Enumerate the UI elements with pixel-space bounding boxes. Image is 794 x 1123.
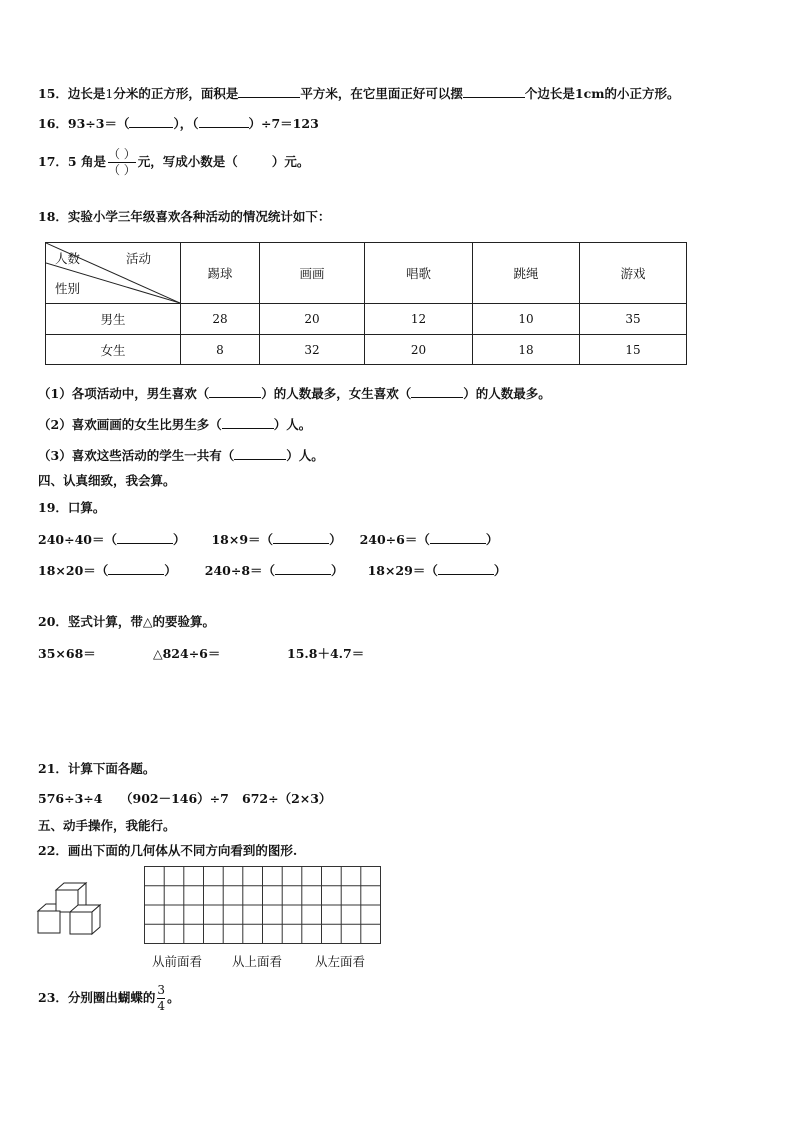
fraction-denominator: （ ） <box>107 163 136 177</box>
expression: 240÷6＝（ <box>359 532 430 547</box>
calc-expression: 576÷3÷4 <box>38 791 103 806</box>
answer-blank[interactable] <box>411 385 463 398</box>
fraction-blank[interactable] <box>108 148 136 177</box>
question-number: 22． <box>38 843 68 858</box>
text: 1 <box>105 86 114 101</box>
answer-blank[interactable] <box>275 562 331 575</box>
text: 。 <box>167 990 180 1005</box>
question-21-title <box>38 761 155 777</box>
question-18-sub-3 <box>38 447 324 464</box>
answer-blank[interactable] <box>273 531 329 544</box>
text: 个边长是 <box>524 86 575 101</box>
vertical-calc-expression: △824÷6＝ <box>153 646 221 661</box>
table-cell: 28 <box>181 304 260 335</box>
text: 的小正方形。 <box>604 86 680 101</box>
table-cell: 15 <box>580 335 687 365</box>
text: ）人。 <box>286 448 324 463</box>
text: 计算下面各题。 <box>67 761 156 776</box>
fraction-numerator: （ ） <box>107 147 136 161</box>
fraction-denominator: 4 <box>157 999 166 1013</box>
fraction-numerator: 3 <box>157 983 166 997</box>
text: 口算。 <box>67 500 106 515</box>
text: 分别圈出蝴蝶的 <box>67 990 156 1005</box>
grid-lines <box>144 866 382 945</box>
answer-blank[interactable] <box>430 531 486 544</box>
question-17 <box>38 148 309 177</box>
question-number: 18． <box>38 209 68 224</box>
answer-blank[interactable] <box>234 447 286 460</box>
activity-stats-table <box>45 242 687 365</box>
text: 画出下面的几何体从不同方向看到的图形. <box>67 843 298 858</box>
question-number: 16． <box>38 116 68 131</box>
text: （2）喜欢画画的女生比男生多（ <box>38 417 222 432</box>
corner-label-gender: 性别 <box>55 281 81 296</box>
corner-label-count: 人数 <box>55 251 81 266</box>
view-label-left: 从左面看 <box>315 954 366 969</box>
question-20-title <box>38 614 215 630</box>
answer-blank[interactable] <box>199 115 249 128</box>
text: 元，写成小数是（ <box>137 154 238 169</box>
text: ）÷7＝123 <box>248 116 319 131</box>
oral-calc-row <box>38 531 498 548</box>
answer-blank[interactable] <box>129 115 173 128</box>
table-cell: 32 <box>260 335 365 365</box>
question-18-sub-2 <box>38 416 311 433</box>
view-label-top: 从上面看 <box>232 954 283 969</box>
text: 平方米，在它里面正好可以摆 <box>300 86 463 101</box>
corner-label-activity: 活动 <box>126 251 152 266</box>
question-19-title <box>38 500 105 516</box>
oral-calc-row <box>38 562 506 579</box>
question-number: 21． <box>38 761 68 776</box>
text: （3）喜欢这些活动的学生一共有（ <box>38 448 235 463</box>
expression: 18×20＝（ <box>38 563 109 578</box>
question-16 <box>38 115 319 132</box>
header-activity: 踢球 <box>181 243 260 304</box>
question-number: 20． <box>38 614 68 629</box>
table-cell: 12 <box>365 304 473 335</box>
text: 1cm <box>574 86 605 101</box>
fraction <box>157 984 165 1013</box>
answer-blank[interactable] <box>117 531 173 544</box>
view-label-front: 从前面看 <box>152 954 203 969</box>
table-cell: 20 <box>365 335 473 365</box>
text: ）元。 <box>271 154 310 169</box>
text: ） <box>164 563 177 578</box>
calc-expression: （902－146）÷7 <box>120 791 229 806</box>
text: 竖式计算，带△的要验算。 <box>67 614 216 629</box>
row-label: 男生 <box>46 304 181 335</box>
question-15 <box>38 84 679 102</box>
text: ） <box>493 563 507 578</box>
answer-blank[interactable] <box>108 562 164 575</box>
text: ） <box>329 532 342 547</box>
text: ）的人数最多。 <box>463 386 551 401</box>
table-row <box>46 335 687 365</box>
table-cell: 18 <box>473 335 580 365</box>
question-18-sub-1 <box>38 385 551 402</box>
text: ） <box>331 563 344 578</box>
answer-blank[interactable] <box>222 416 274 429</box>
question-number: 19． <box>38 500 68 515</box>
expression: 240÷40＝（ <box>38 532 117 547</box>
header-activity: 跳绳 <box>473 243 580 304</box>
section-4-heading: 四、认真细致，我会算。 <box>38 473 176 488</box>
question-23 <box>38 984 180 1013</box>
header-activity: 唱歌 <box>365 243 473 304</box>
question-number: 17． <box>38 154 68 169</box>
text: ），（ <box>173 116 199 131</box>
text: 分米的正方形，面积是 <box>113 86 239 101</box>
text: （1）各项活动中，男生喜欢（ <box>38 386 210 401</box>
calc-expression: 672÷（2×3） <box>242 791 332 806</box>
question-number: 23． <box>38 990 68 1005</box>
header-activity: 画画 <box>260 243 365 304</box>
table-cell: 8 <box>181 335 260 365</box>
text: 93÷3＝（ <box>67 116 130 131</box>
text: 实验小学三年级喜欢各种活动的情况统计如下： <box>67 209 331 224</box>
text: 边长是 <box>67 86 106 101</box>
cube-stack-figure <box>36 880 108 940</box>
drawing-grid[interactable] <box>144 866 382 949</box>
row-label: 女生 <box>46 335 181 365</box>
table-corner-cell <box>46 243 181 304</box>
expression: 240÷8＝（ <box>204 563 276 578</box>
question-18-title <box>38 209 330 225</box>
vertical-calc-expression: 35×68＝ <box>38 646 96 661</box>
expression: 18×29＝（ <box>367 563 438 578</box>
text: ） <box>485 532 499 547</box>
answer-blank[interactable] <box>438 562 494 575</box>
section-5-heading: 五、动手操作，我能行。 <box>38 818 176 833</box>
expression: 18×9＝（ <box>211 532 274 547</box>
answer-blank[interactable] <box>238 84 300 98</box>
question-22-title <box>38 843 297 859</box>
answer-blank[interactable] <box>209 385 261 398</box>
table-cell: 10 <box>473 304 580 335</box>
header-activity: 游戏 <box>580 243 687 304</box>
table-cell: 20 <box>260 304 365 335</box>
text: 5 角是 <box>67 154 106 169</box>
text: ） <box>172 532 186 547</box>
question-number: 15． <box>38 86 68 101</box>
text: ）的人数最多，女生喜欢（ <box>261 386 412 401</box>
table-cell: 35 <box>580 304 687 335</box>
text: ）人。 <box>273 417 312 432</box>
vertical-calc-expression: 15.8＋4.7＝ <box>287 646 365 661</box>
table-row <box>46 304 687 335</box>
answer-blank[interactable] <box>463 84 525 98</box>
